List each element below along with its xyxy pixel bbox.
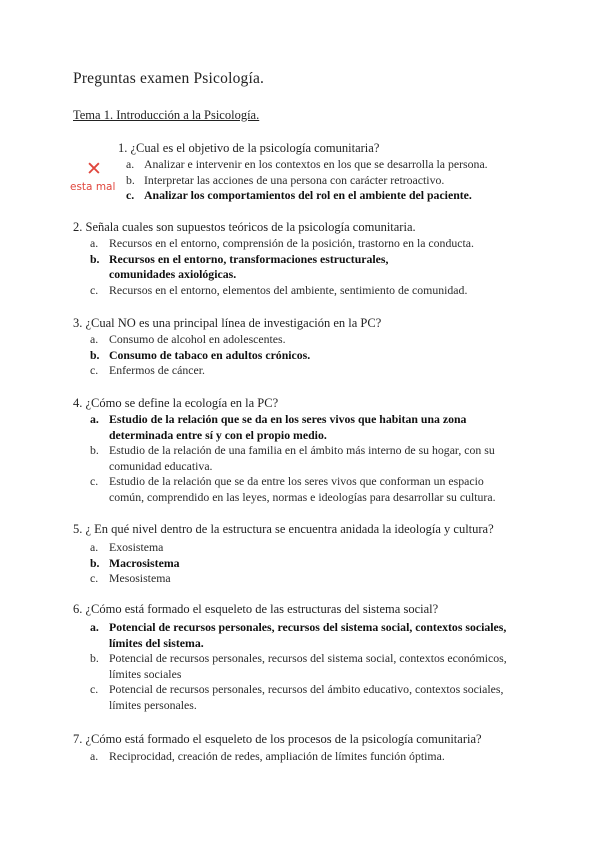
question-2 <box>73 220 416 236</box>
option-c-correct: c. Analizar los comportamientos del rol en el ambiente del paciente. <box>126 188 472 202</box>
question-5 <box>73 522 494 538</box>
question-6-options <box>90 620 522 713</box>
question-text: 1. ¿Cual es el objetivo de la psicología comunitaria? <box>118 141 380 155</box>
option-a: a. Consumo de alcohol en adolescentes. <box>90 332 286 346</box>
option-b-correct: b. Recursos en el entorno, transformaciones estructurales, comunidades axiológicas. <box>90 251 389 281</box>
option-c: c. Enfermos de cáncer. <box>90 363 205 377</box>
question-2-options <box>90 236 490 298</box>
option-b-correct: b. Consumo de tabaco en adultos crónicos. <box>90 347 311 362</box>
question-text: 4. ¿Cómo se define la ecología en la PC? <box>73 396 279 410</box>
question-3-options <box>90 332 490 379</box>
question-1 <box>118 141 379 157</box>
annotation-label: esta mal <box>70 181 116 193</box>
option-c: c. Recursos en el entorno, elementos del ambiente, sentimiento de comunidad. <box>90 282 468 297</box>
option-c: c. Potencial de recursos personales, recursos del ámbito educativo, contextos sociales, límites personales. <box>90 682 504 712</box>
question-text: 2. Señala cuales son supuestos teóricos de la psicología comunitaria. <box>73 220 416 234</box>
option-a: a. Reciprocidad, creación de redes, ampliación de límites función óptima. <box>90 749 445 763</box>
question-5-options <box>90 540 490 587</box>
question-7 <box>73 732 482 748</box>
option-c: c. Mesosistema <box>90 571 171 585</box>
question-text: 7. ¿Cómo está formado el esqueleto de los procesos de la psicología comunitaria? <box>73 732 482 746</box>
option-c: c. Estudio de la relación que se da entre los seres vivos que conforman un espacio común, comprendido en las leyes, normas e ideologías para desarrollar su cultura. <box>90 474 496 504</box>
question-text: 3. ¿Cual NO es una principal línea de investigación en la PC? <box>73 316 382 330</box>
cross-mark-icon: ✕ <box>86 158 102 180</box>
option-b-correct: b. Macrosistema <box>90 555 180 570</box>
question-7-options <box>90 749 510 765</box>
question-6 <box>73 602 438 618</box>
question-3 <box>73 316 381 332</box>
document-title: Preguntas examen Psicología. <box>73 70 265 87</box>
question-1-options <box>126 157 506 204</box>
question-4-options <box>90 412 505 505</box>
option-b: b. Potencial de recursos personales, recursos del sistema social, contextos económicos, límites sociales <box>90 651 507 681</box>
option-a: a. Recursos en el entorno, comprensión de la posición, trastorno en la conducta. <box>90 236 474 250</box>
question-text: 6. ¿Cómo está formado el esqueleto de las estructuras del sistema social? <box>73 602 439 616</box>
question-4 <box>73 396 278 412</box>
option-b: b. Estudio de la relación de una familia en el ámbito más interno de su hogar, con su comunidad educativa. <box>90 443 495 473</box>
option-a: a. Analizar e intervenir en los contextos en los que se desarrolla la persona. <box>126 157 488 171</box>
question-text: 5. ¿ En qué nivel dentro de la estructura se encuentra anidada la ideología y cultura? <box>73 522 494 536</box>
option-a: a. Exosistema <box>90 540 164 554</box>
section-title: Tema 1. Introducción a la Psicología. <box>73 108 260 122</box>
option-a-correct: a. Estudio de la relación que se da en los seres vivos que habitan una zona determinada entre sí y con el propio medio. <box>90 412 467 442</box>
option-a-correct: a. Potencial de recursos personales, recursos del sistema social, contextos sociales, límites del sistema. <box>90 620 507 650</box>
option-b: b. Interpretar las acciones de una persona con carácter retroactivo. <box>126 172 445 187</box>
